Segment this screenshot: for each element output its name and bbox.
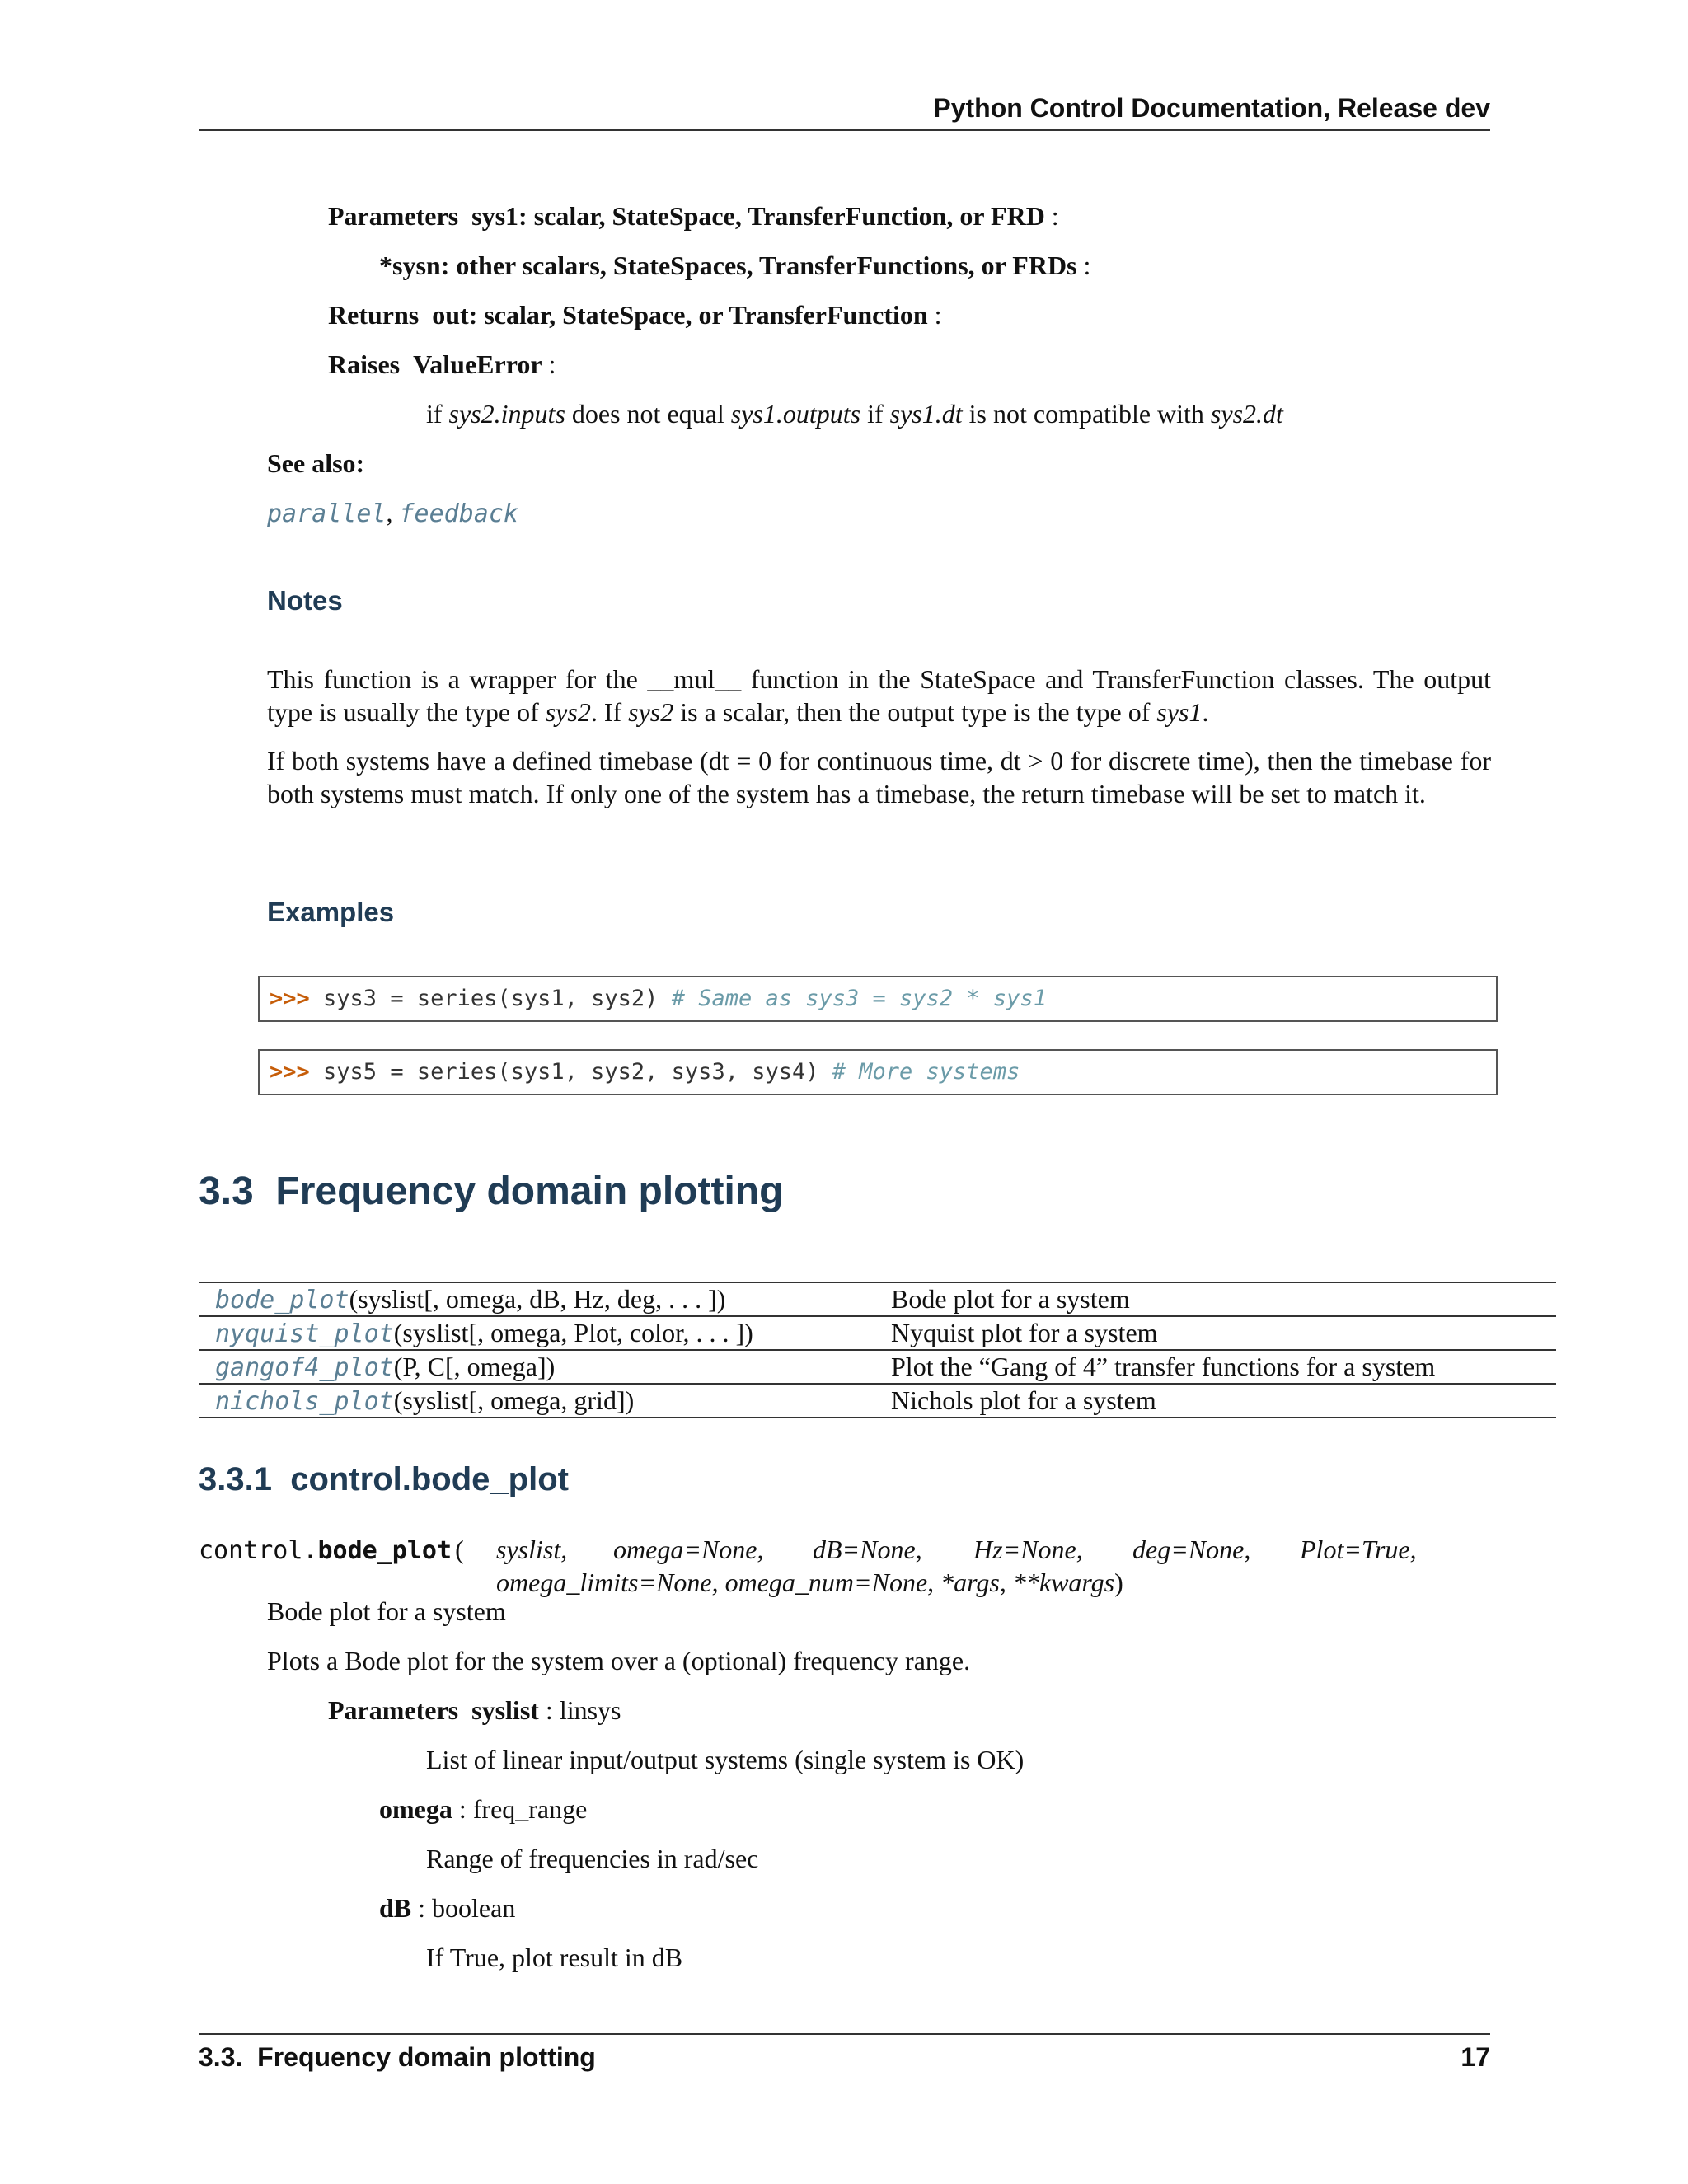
code-text: sys5 = series(sys1, sys2, sys3, sys4) [309, 1059, 832, 1085]
signature-arg: **kwargs [1012, 1568, 1115, 1597]
param-name: omega [379, 1794, 452, 1824]
param-sysn: *sysn: other scalars, StateSpaces, TransferFunctions, or FRDs [379, 251, 1077, 280]
signature-arg: omega=None [613, 1535, 757, 1564]
signature-arg: omega=None, [613, 1535, 764, 1564]
table-cell-function [199, 1282, 874, 1316]
signature-arg: dB=None [813, 1535, 916, 1564]
signature-arg: Plot=True, [1300, 1535, 1417, 1564]
bode-description: Plots a Bode plot for the system over a (optional) frequency range. [267, 1646, 971, 1675]
param-line-2 [379, 251, 1090, 281]
code-ref: sys1.outputs [730, 399, 861, 429]
raises-sep: : [542, 349, 556, 379]
code-block-1 [258, 976, 1498, 1022]
code-ref: sys2.dt [1210, 399, 1283, 429]
subsection-number: 3.3.1 [199, 1461, 272, 1497]
returns-line [328, 300, 942, 330]
table-row [199, 1350, 1556, 1384]
returns-value: out: scalar, StateSpace, or TransferFunction [432, 300, 928, 330]
subsection-title: control.bode_plot [290, 1461, 569, 1497]
param-sep: : [1076, 251, 1091, 280]
code-prompt: >>> [270, 1059, 310, 1085]
bode-summary: Bode plot for a system [267, 1596, 506, 1626]
signature-arg: *args [940, 1568, 1000, 1597]
parameters-label: Parameters [328, 201, 459, 231]
function-signature-line-1 [199, 1535, 464, 1565]
function-signature: (syslist[, omega, grid]) [393, 1385, 635, 1415]
code-comment: # More systems [832, 1059, 1020, 1085]
subsection-heading [199, 1461, 569, 1498]
section-title: Frequency domain plotting [275, 1169, 784, 1213]
signature-open-paren: ( [455, 1535, 464, 1564]
code-text: sys3 = series(sys1, sys2) [309, 986, 672, 1011]
bode-param-db [379, 1893, 515, 1924]
link-bode-plot[interactable]: bode_plot [215, 1286, 349, 1315]
signature-arg: dB=None, [813, 1535, 922, 1564]
link-nyquist-plot[interactable]: nyquist_plot [215, 1319, 394, 1348]
param-description: List of linear input/output systems (single system is OK) [426, 1745, 1025, 1774]
signature-arg: syslist, [496, 1535, 568, 1564]
text: if [426, 399, 449, 429]
header-rule [199, 129, 1490, 131]
code-ref: sys1 [1156, 697, 1203, 727]
param-description: If True, plot result in dB [426, 1943, 683, 1972]
examples-heading: Examples [267, 897, 395, 927]
section-heading [199, 1169, 783, 1214]
text: is not compatible with [962, 399, 1211, 429]
returns-sep: : [927, 300, 942, 330]
raises-label: Raises [328, 349, 401, 379]
table-cell-description: Plot the “Gang of 4” transfer functions for a system [874, 1350, 1556, 1384]
raises-value: ValueError [413, 349, 542, 379]
param-name: dB [379, 1893, 412, 1923]
notes-paragraph-1 [267, 663, 1491, 729]
raises-description [426, 399, 1283, 429]
code-ref: sys1.dt [889, 399, 963, 429]
link-sep: , [386, 498, 400, 527]
function-signature: (P, C[, omega]) [393, 1352, 556, 1381]
bode-param-syslist [328, 1695, 621, 1726]
param-type: : boolean [411, 1893, 516, 1923]
signature-arg: syslist [496, 1535, 561, 1564]
text: . [1202, 697, 1209, 727]
notes-paragraph-2: If both systems have a defined timebase (dt = 0 for continuous time, dt > 0 for discrete time), then the timebase for both systems must match. If only one of the system has a timebase, the return timebase will be set to match it. [267, 746, 1491, 808]
signature-arg: deg=None [1132, 1535, 1245, 1564]
see-also-label: See also: [267, 448, 365, 478]
signature-arg: omega_limits=None [496, 1568, 712, 1597]
link-parallel[interactable]: parallel [267, 499, 387, 528]
table-cell-function [199, 1350, 874, 1384]
table-row [199, 1316, 1556, 1350]
signature-name: bode_plot [317, 1536, 452, 1565]
param-name: syslist [471, 1695, 539, 1725]
text: is a scalar, then the output type is the type of [673, 697, 1157, 727]
raises-line [328, 349, 556, 380]
section-number: 3.3 [199, 1169, 254, 1213]
param-sep: : [1044, 201, 1059, 231]
signature-close-paren: ) [1114, 1568, 1123, 1597]
see-also-links [267, 498, 518, 528]
code-prompt: >>> [270, 986, 310, 1011]
code-block-2 [258, 1049, 1498, 1095]
function-signature-line-2: omega_limits=None, omega_num=None, *args, **kwargs) [496, 1568, 1123, 1597]
table-cell-description: Bode plot for a system [874, 1282, 1556, 1316]
returns-label: Returns [328, 300, 420, 330]
text: if [860, 399, 890, 429]
signature-arg: Hz=None [973, 1535, 1076, 1564]
function-summary-table [199, 1282, 1556, 1418]
link-feedback[interactable]: feedback [399, 499, 518, 528]
code-ref: sys2 [545, 697, 591, 727]
text: . If [590, 697, 629, 727]
signature-arg: omega_num=None [724, 1568, 928, 1597]
page-number: 17 [1461, 2042, 1490, 2072]
running-header-title: Python Control Documentation, Release dev [933, 93, 1490, 123]
text: This function is a wrapper for the __mul__ function in the StateSpace and TransferFunction classes. The output type is usually the type of [267, 664, 1491, 727]
table-row [199, 1384, 1556, 1418]
signature-arg: Hz=None, [973, 1535, 1083, 1564]
notes-heading: Notes [267, 585, 343, 616]
footer-section: 3.3. Frequency domain plotting [199, 2042, 596, 2072]
link-nichols-plot[interactable]: nichols_plot [215, 1387, 394, 1416]
table-cell-function [199, 1384, 874, 1418]
table-row [199, 1282, 1556, 1316]
param-description: Range of frequencies in rad/sec [426, 1844, 759, 1873]
code-comment: # Same as sys3 = sys2 * sys1 [671, 986, 1047, 1011]
param-sys1: sys1: scalar, StateSpace, TransferFunction, or FRD [471, 201, 1045, 231]
text: does not equal [565, 399, 731, 429]
function-signature: (syslist[, omega, dB, Hz, deg, . . . ]) [349, 1284, 726, 1314]
param-type: : linsys [538, 1695, 621, 1725]
table-cell-function [199, 1316, 874, 1350]
code-ref: sys2 [628, 697, 674, 727]
code-ref: sys2.inputs [448, 399, 565, 429]
param-line-1 [328, 201, 1059, 232]
param-type: : freq_range [452, 1794, 588, 1824]
signature-arg: deg=None, [1132, 1535, 1251, 1564]
footer-rule [199, 2033, 1490, 2035]
signature-arg: Plot=True [1300, 1535, 1410, 1564]
function-signature: (syslist[, omega, Plot, color, . . . ]) [393, 1318, 753, 1347]
bode-param-omega [379, 1794, 587, 1825]
link-gangof4-plot[interactable]: gangof4_plot [215, 1353, 394, 1382]
parameters-label: Parameters [328, 1695, 459, 1725]
table-cell-description: Nichols plot for a system [874, 1384, 1556, 1418]
signature-module: control. [199, 1536, 318, 1565]
table-cell-description: Nyquist plot for a system [874, 1316, 1556, 1350]
